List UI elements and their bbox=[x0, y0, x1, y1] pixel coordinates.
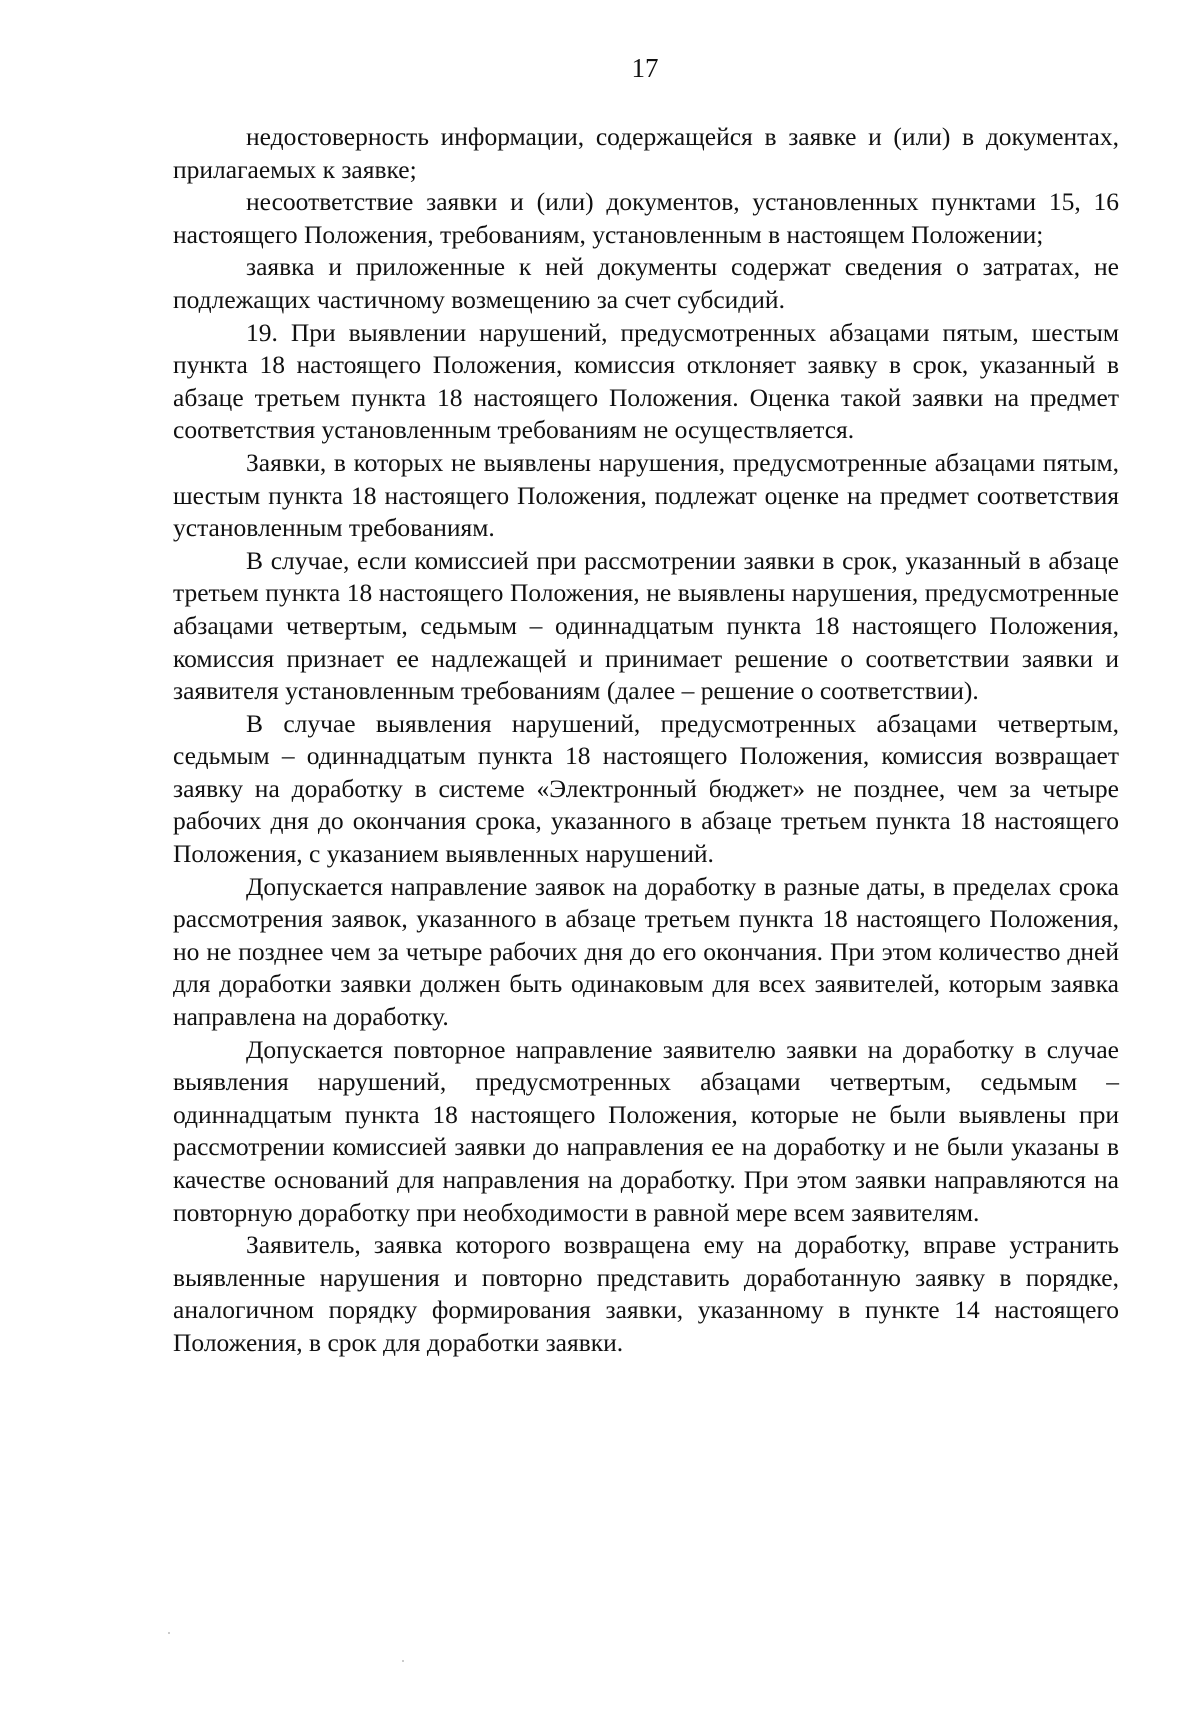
paragraph: Допускается направление заявок на доработку в разные даты, в пределах срока рассмотрения заявок, указанного в абзаце третьем пункта 18 настоящего Положения, но не позднее чем за четыре рабочих дня до его окончания. При этом количество дней для доработки заявки должен быть одинаковым для всех заявителей, которым заявка направлена на доработку. bbox=[173, 871, 1119, 1032]
paragraph: заявка и приложенные к ней документы содержат сведения о затратах, не подлежащих частичному возмещению за счет субсидий. bbox=[173, 252, 1119, 314]
paragraph: Допускается повторное направление заявителю заявки на доработку в случае выявления нарушений, предусмотренных абзацами четвертым, седьмым – одиннадцатым пункта 18 настоящего Положения, которые не были выявлены при рассмотрении комиссией заявки до направления ее на доработку и не были указаны в качестве оснований для направления на доработку. При этом заявки направляются на повторную доработку при необходимости в равной мере всем заявителям. bbox=[173, 1034, 1119, 1227]
paragraph: В случае, если комиссией при рассмотрении заявки в срок, указанный в абзаце третьем пункта 18 настоящего Положения, не выявлены нарушения, предусмотренные абзацами четвертым, седьмым – одиннадцатым пункта 18 настоящего Положения, комиссия признает ее надлежащей и принимает решение о соответствии заявки и заявителя установленным требованиям (далее – решение о соответствии). bbox=[173, 545, 1119, 706]
document-body bbox=[173, 121, 1119, 1360]
scan-speck bbox=[168, 1632, 170, 1634]
paragraph: недостоверность информации, содержащейся в заявке и (или) в документах, прилагаемых к заявке; bbox=[173, 122, 1119, 184]
paragraph: 19. При выявлении нарушений, предусмотренных абзацами пятым, шестым пункта 18 настоящего Положения, комиссия отклоняет заявку в срок, указанный в абзаце третьем пункта 18 настоящего Положения. Оценка такой заявки на предмет соответствия установленным требованиям не осуществляется. bbox=[173, 317, 1119, 445]
paragraph: В случае выявления нарушений, предусмотренных абзацами четвертым, седьмым – одиннадцатым пункта 18 настоящего Положения, комиссия возвращает заявку на доработку в системе «Электронный бюджет» не позднее, чем за четыре рабочих дня до окончания срока, указанного в абзаце третьем пункта 18 настоящего Положения, с указанием выявленных нарушений. bbox=[173, 708, 1119, 869]
paragraph: Заявки, в которых не выявлены нарушения, предусмотренные абзацами пятым, шестым пункта 18 настоящего Положения, подлежат оценке на предмет соответствия установленным требованиям. bbox=[173, 447, 1119, 543]
paragraph: Заявитель, заявка которого возвращена ему на доработку, вправе устранить выявленные нарушения и повторно представить доработанную заявку в порядке, аналогичном порядку формирования заявки, указанному в пункте 14 настоящего Положения, в срок для доработки заявки. bbox=[173, 1230, 1119, 1357]
page-number: 17 bbox=[631, 53, 659, 83]
scan-speck bbox=[402, 1660, 404, 1662]
paragraph: несоответствие заявки и (или) документов, установленных пунктами 15, 16 настоящего Положения, требованиям, установленным в настоящем Положении; bbox=[173, 187, 1119, 249]
